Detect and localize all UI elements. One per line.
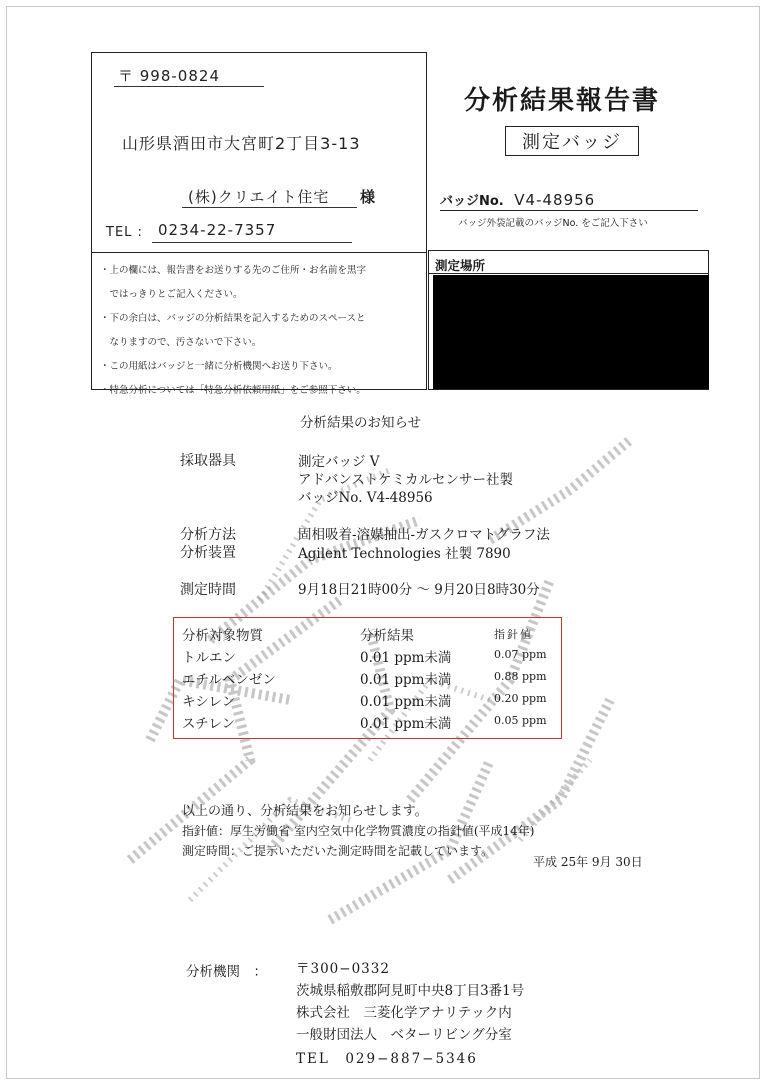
instruction-line: ・特急分析については「特急分析依頼用紙」をご参照下さい。 (100, 385, 366, 396)
instruction-line: ではっきりとご記入ください。 (100, 289, 243, 300)
result-cell: 0.01 ppm未満 (360, 716, 452, 732)
document-title: 分析結果報告書 (464, 86, 661, 116)
address-divider (92, 252, 426, 253)
result-cell: 0.01 ppm未満 (360, 672, 452, 688)
notice-heading: 分析結果のお知らせ (300, 415, 422, 431)
substance-cell: キシレン (182, 694, 236, 710)
footer-line: 指針値：厚生労働省 室内空気中化学物質濃度の指針値(平成14年) (182, 824, 535, 838)
guideline-cell: 0.20 ppm (494, 692, 547, 705)
badge-note: バッジ外袋記載のバッジNo. をご記入下さい (458, 218, 648, 229)
redaction-block (433, 275, 709, 389)
recipient-name: (株)クリエイト住宅 (188, 188, 330, 206)
postal-underline (114, 86, 264, 87)
name-underline (182, 207, 357, 208)
instruction-line: なりますので、汚さないで下さい。 (100, 337, 262, 348)
report-date: 平成 25年 9月 30日 (533, 855, 643, 869)
badge-number-label: バッジNo. (440, 194, 504, 209)
sampler-line: アドバンストケミカルセンサー社製 (298, 472, 514, 488)
time-label: 測定時間 (180, 582, 236, 598)
guideline-cell: 0.05 ppm (494, 714, 547, 727)
postal-code: 〒 998-0824 (118, 67, 220, 85)
result-cell: 0.01 ppm未満 (360, 650, 452, 666)
badge-underline (440, 210, 698, 211)
instruction-line: ・上の欄には、報告書をお送りする先のご住所・お名前を黒字 (100, 265, 367, 276)
instructions (100, 259, 420, 403)
badge-number-value: V4-48956 (514, 191, 596, 209)
address-box (91, 52, 427, 396)
location-divider (429, 273, 708, 274)
location-label: 測定場所 (435, 258, 486, 273)
header-result: 分析結果 (360, 628, 414, 644)
method-label: 分析方法 (180, 527, 236, 543)
sampler-line: 測定バッジ V (298, 454, 380, 470)
device-value: Agilent Technologies 社製 7890 (298, 546, 511, 562)
guideline-cell: 0.88 ppm (494, 670, 547, 683)
results-table (173, 617, 562, 739)
footer-line: 測定時間：ご提示いただいた測定時間を記載しています。 (182, 844, 494, 858)
footer-line: 以上の通り、分析結果をお知らせします。 (182, 804, 428, 819)
badge-number (440, 190, 595, 209)
tel-underline (152, 242, 352, 243)
honorific: 様 (360, 188, 377, 206)
result-cell: 0.01 ppm未満 (360, 694, 452, 710)
agency-foundation: 一般財団法人 ベターリビング分室 (296, 1027, 512, 1043)
agency-address: 茨城県稲敷郡阿見町中央8丁目3番1号 (296, 983, 525, 999)
agency-company: 株式会社 三菱化学アナリテック内 (296, 1005, 512, 1021)
time-value: 9月18日21時00分 〜 9月20日8時30分 (298, 582, 540, 598)
agency-label: 分析機関 ： (186, 964, 267, 980)
agency-tel: TEL 029−887−5346 (296, 1051, 478, 1067)
header-guideline: 指針値 (494, 628, 533, 641)
method-value: 固相吸着-溶媒抽出-ガスクロマトグラフ法 (298, 527, 550, 543)
tel-number: 0234-22-7357 (158, 221, 277, 239)
guideline-cell: 0.07 ppm (494, 648, 547, 661)
recipient-address: 山形県酒田市大宮町2丁目3-13 (122, 134, 361, 153)
tel-label: TEL : (106, 225, 143, 240)
badge-type-box: 測定バッジ (505, 126, 639, 156)
instruction-line: ・下の余白は、バッジの分析結果を記入するためのスペースと (100, 313, 366, 324)
header-substance: 分析対象物質 (182, 628, 263, 644)
substance-cell: スチレン (182, 716, 236, 732)
substance-cell: エチルベンゼン (182, 672, 276, 688)
device-label: 分析装置 (180, 545, 236, 561)
substance-cell: トルエン (182, 650, 236, 666)
sampler-label: 採取器具 (180, 453, 236, 469)
instruction-line: ・この用紙はバッジと一緒に分析機関へお送り下さい。 (100, 361, 338, 372)
agency-postal: 〒300−0332 (296, 961, 390, 977)
sampler-line: バッジNo. V4-48956 (298, 490, 433, 506)
